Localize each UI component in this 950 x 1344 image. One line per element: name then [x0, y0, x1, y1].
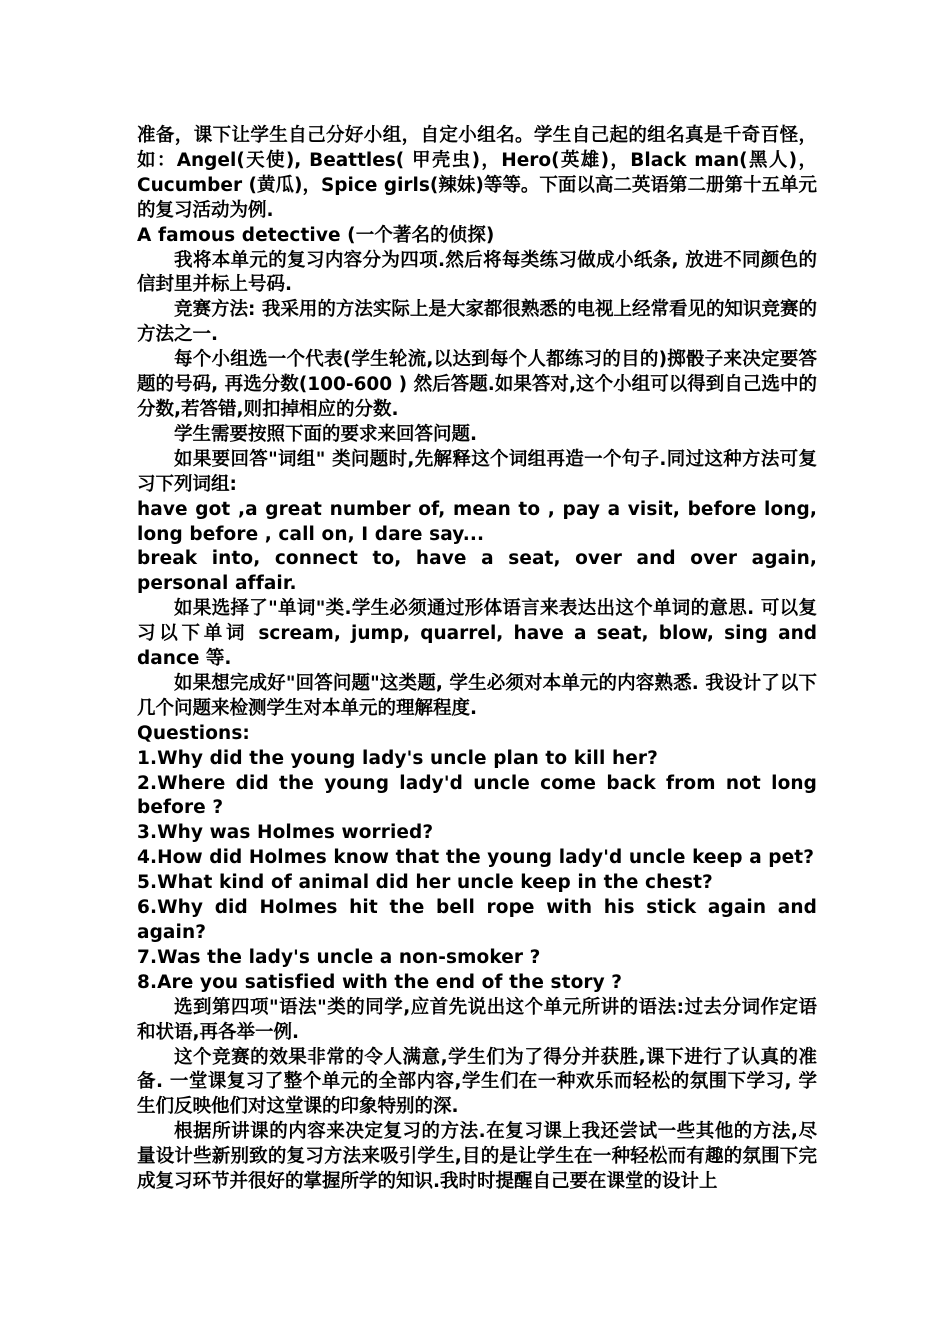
document-page: [137, 124, 817, 1195]
paragraph-rules: 每个小组选一个代表(学生轮流,以达到每个人都练习的目的)掷骰子来决定要答题的号码, 再选分数(100-600 ) 然后答题.如果答对,这个小组可以得到自己选中的分数,若答错,则扣掉相应的分数.: [137, 349, 817, 420]
question-item: 8.Are you satisfied with the end of the story ?: [137, 971, 623, 993]
question-item: 7.Was the lady's uncle a non-smoker ?: [137, 946, 541, 968]
intro-paragraph: 准备，课下让学生自己分好小组，自定小组名。学生自己起的组名真是千奇百怪，如：Angel(天使), Beattles( 甲壳虫)，Hero(英雄)，Black man(黑人)，Cucumber (黄瓜)，Spice girls(辣妹)等等。下面以高二英语第二册第十五单元的复习活动为例.: [137, 125, 817, 221]
paragraph-grammar: 选到第四项"语法"类的同学,应首先说出这个单元所讲的语法:过去分词作定语和状语,再各举一例.: [137, 996, 817, 1043]
question-item: 5.What kind of animal did her uncle keep in the chest?: [137, 872, 713, 894]
paragraph-questions-intro: 如果想完成好"回答问题"这类题, 学生必须对本单元的内容熟悉. 我设计了以下几个问题来检测学生对本单元的理解程度.: [137, 672, 817, 719]
paragraph-phrases-intro: 如果要回答"词组" 类问题时,先解释这个词组再造一个句子.同过这种方法可复习下列词组:: [137, 448, 817, 495]
paragraph-method: 竞赛方法: 我采用的方法实际上是大家都很熟悉的电视上经常看见的知识竞赛的方法之一.: [137, 299, 817, 346]
question-item: 4.How did Holmes know that the young lady'd uncle keep a pet?: [137, 847, 815, 869]
phrase-list-1: have got ,a great number of, mean to , pay a visit, before long, long before , call on, I dare say...: [137, 498, 817, 545]
phrase-list-2: break into, connect to, have a seat, over and over again, personal affair.: [137, 548, 817, 595]
paragraph-words: 如果选择了"单词"类.学生必须通过形体语言来表达出这个单词的意思. 可以复习以下单词 scream, jump, quarrel, have a seat, blow, sing and dance 等.: [137, 598, 817, 670]
question-item: 2.Where did the young lady'd uncle come back from not long before ?: [137, 772, 817, 819]
paragraph-effect: 这个竞赛的效果非常的令人满意,学生们为了得分并获胜,课下进行了认真的准备. 一堂课复习了整个单元的全部内容,学生们在一种欢乐而轻松的氛围下学习, 学生们反映他们对这堂课的印象特别的深.: [137, 1046, 817, 1118]
question-item: 1.Why did the young lady's uncle plan to kill her?: [137, 747, 658, 769]
paragraph-methods: 根据所讲课的内容来决定复习的方法.在复习课上我还尝试一些其他的方法,尽量设计些新别致的复习方法来吸引学生,目的是让学生在一种轻松而有趣的氛围下完成复习环节并很好的掌握所学的知识.我时时提醒自己要在课堂的设计上: [137, 1121, 817, 1193]
section-heading: A famous detective (一个著名的侦探): [137, 224, 495, 246]
questions-label: Questions:: [137, 722, 250, 744]
paragraph-plan: 我将本单元的复习内容分为四项.然后将每类练习做成小纸条, 放进不同颜色的信封里并标上号码.: [137, 249, 817, 296]
question-item: 6.Why did Holmes hit the bell rope with his stick again and again?: [137, 897, 817, 943]
paragraph-requirement: 学生需要按照下面的要求来回答问题.: [174, 423, 478, 445]
question-item: 3.Why was Holmes worried?: [137, 822, 434, 844]
